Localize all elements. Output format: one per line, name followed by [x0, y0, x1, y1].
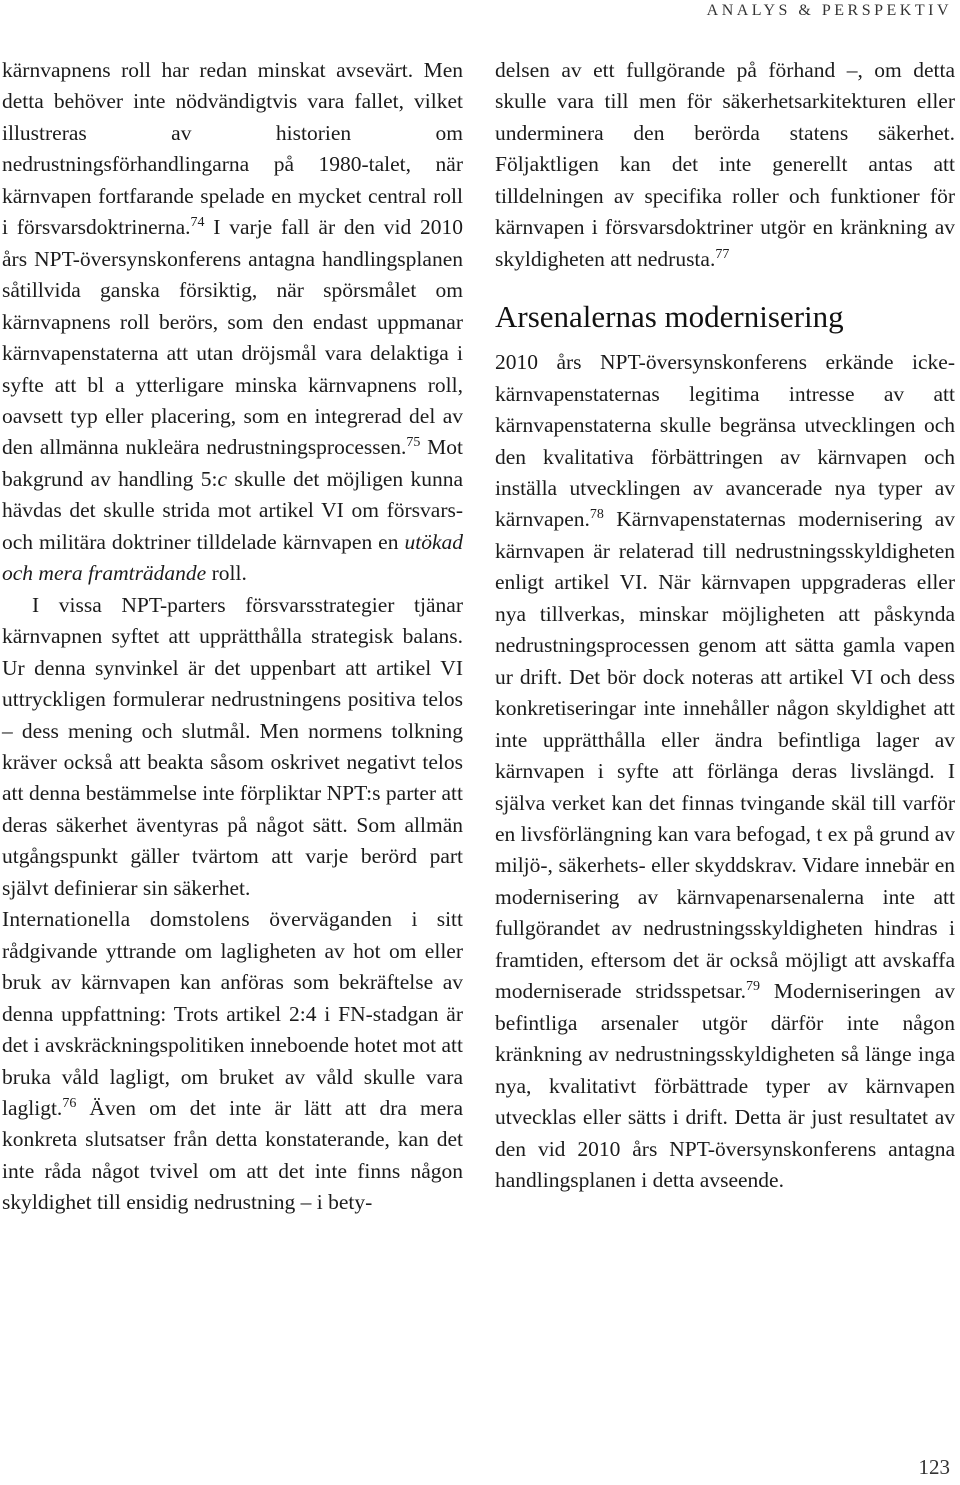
- right-column: [495, 55, 955, 1196]
- page-number: 123: [918, 1455, 950, 1479]
- paragraph: delsen av ett fullgörande på förhand –, om detta skulle vara till men för säkerhetsarkitekturen eller underminera den berörda statens säkerhet. Följaktligen kan det inte generellt antas att tilldelningen av specifika roller och funktioner för kärnvapen i försvarsdoktriner utgör en kränkning av skyldigheten att nedrusta.$^{77}$: [495, 58, 955, 271]
- footnote-ref-78: 78: [589, 507, 604, 523]
- paragraph: 2010 års NPT-översynskonferens erkände icke-kärnvapenstaternas legitima intresse av att kärnvapenstaterna skulle begränsa utvecklingen och den kvalitativa förbättringen av kärnvapen och inställa utvecklingen av avancerade nya typer av kärnvapen.$^{78}$ Kärnvapenstaternas modernisering av kärnvapen är relaterad till nedrustningsskyldigheten enligt artikel VI. När kärnvapen uppgraderas eller nya tillverkas, minskar möjligheten att påskynda nedrustningsprocessen genom att sätta gamla vapen ur drift. Det bör dock noteras att artikel VI och dess konkretiseringar inte innehåller någon skyldighet att inte upprätthålla eller ändra befintliga lager av kärnvapen i syfte att förlänga deras livslängd. I själva verket kan det finnas tvingande skäl till varför en livsförlängning kan vara befogad, t ex på grund av miljö-, säkerhets- eller skyddskrav. Vidare innebär en modernisering av kärnvapenarsenalerna inte att fullgörandet av nedrustningsskyldigheten hindras i framtiden, eftersom det är också möjligt att avskaffa moderniserade stridsspetsar.$^{79}$ Moderniseringen av befintliga arsenaler utgör därför inte någon kränkning av nedrustningsskyldigheten så länge inga nya, kvalitativt förbättrade typer av kärnvapen utvecklas eller sätts i drift. Detta är just resultatet av den vid 2010 års NPT-översynskonferens antagna handlingsplanen i detta avseende.: [495, 350, 955, 1192]
- footnote-ref-76: 76: [62, 1095, 77, 1111]
- paragraph: kärnvapnens roll har redan minskat avsevärt. Men detta behöver inte nödvändigtvis vara fallet, vilket illustreras av historien om nedrustningsförhandlingarna på 1980-talet, när kärnvapen fortfarande spelade en mycket central roll i försvarsdoktrinerna.$^{74}$ I varje fall är den vid 2010 års NPT-översynskonferens antagna handlingsplanen såtillvida ganska försiktig, när spörsmålet om kärnvapnens roll berörs, som den endast uppmanar kärnvapenstaterna att utan dröjsmål vara delaktiga i syfte att bl a ytterligare minska kärnvapnens roll, oavsett typ eller placering, som en integrerad del av den allmänna nukleära nedrustningsprocessen.$^{75}$ Mot bakgrund av handling 5:c skulle det möjligen kunna hävdas det skulle strida mot artikel VI om försvars- och militära doktriner tilldelade kärnvapen en utökad och mera framträdande roll.: [2, 58, 464, 586]
- footnote-ref-75: 75: [406, 435, 421, 451]
- footnote-ref-77: 77: [715, 246, 730, 262]
- footnote-ref-74: 74: [190, 215, 205, 231]
- paragraph: I vissa NPT-parters försvarsstrategier tjänar kärnvapnen syftet att upprätthålla strategisk balans. Ur denna synvinkel är det uppenbart att artikel VI uttryckligen formulerar nedrustningens positiva telos – dess mening och slutmål. Men normens tolkning kräver också att beakta såsom oskrivet negativt telos att denna bestämmelse inte förpliktar NPT:s parter att deras säkerhet äventyras på något sätt. Som allmän utgångspunkt gäller tvärtom att varje berörd part självt definierar sin säkerhet.: [2, 592, 463, 900]
- running-header: ANALYS & PERSPEKTIV: [706, 2, 952, 19]
- footnote-ref-79: 79: [745, 979, 760, 995]
- left-column: [2, 55, 463, 1219]
- section-heading: Arsenalernas modernisering: [495, 299, 844, 335]
- paragraph-lead: Internationella domstolens överväganden: [2, 907, 393, 932]
- emphasis: utökad och mera framträdande: [2, 529, 463, 586]
- paragraph: Internationella domstolens överväganden i sitt rådgivande yttrande om lagligheten av hot om eller bruk av kärnvapen kan anföras som bekräftelse av denna uppfattning: Trots artikel 2:4 i FN-stadgan är det i avskräckningspolitiken inneboende hotet mot att bruka våld lagligt, om bruket av våld skulle vara lagligt.$^{76}$ Även om det inte är lätt att dra mera konkreta slutsatser från detta konstaterande, kan det inte råda något tvivel om att det inte finns någon skyldighet till ensidig nedrustning – i bety-: [2, 907, 464, 1215]
